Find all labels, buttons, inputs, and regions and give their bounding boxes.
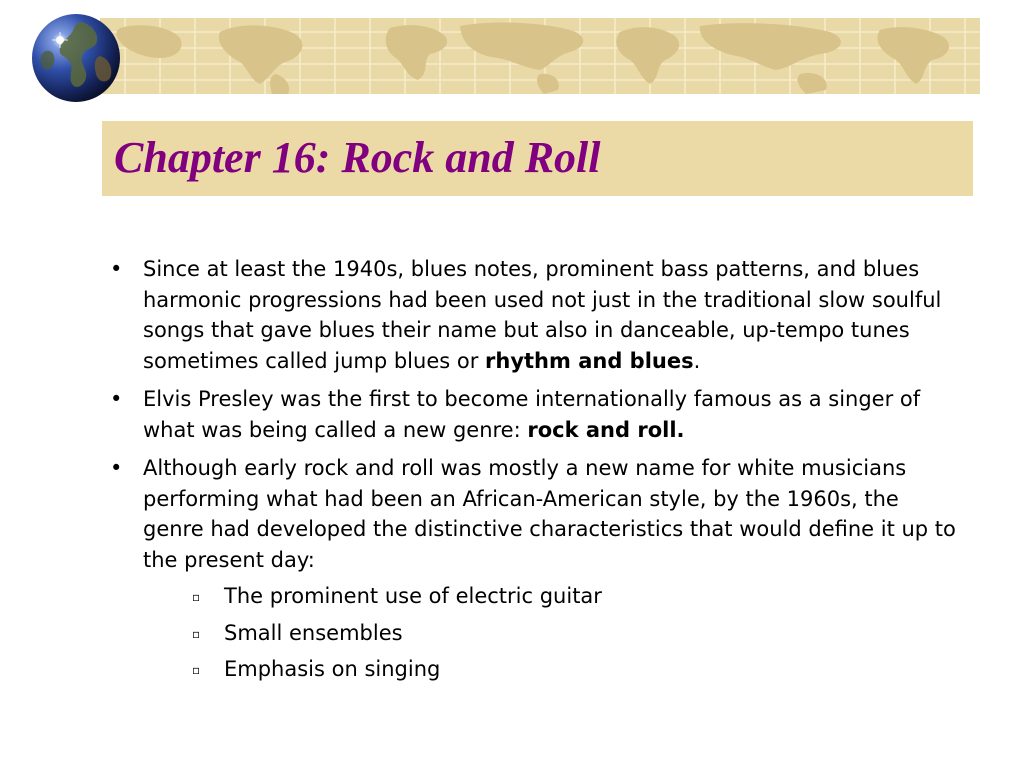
sub-bullet-text: Emphasis on singing [224,657,441,681]
bullet-item [106,384,956,445]
slide-body [106,254,956,693]
bold-term: rock and roll. [527,417,685,442]
globe-icon [30,12,122,104]
world-map-banner [100,18,980,94]
bold-term: rhythm and blues [485,348,694,373]
bullet-item [106,254,956,376]
bullet-text: Although early rock and roll was mostly a new name for white musicians performing what had been an African-American style, by the 1960s, the genre had developed the distinctive characteristics that would define it up to the present day: [143,456,956,572]
sub-bullet-item [143,618,956,649]
bullet-item [106,453,956,685]
title-box [102,121,973,196]
square-bullet-icon: ▫ [192,590,201,604]
sub-bullet-item [143,654,956,685]
sub-bullet-item [143,581,956,612]
sub-bullet-list [143,581,956,685]
square-bullet-icon: ▫ [192,626,201,641]
square-bullet-icon: ▫ [192,663,201,677]
bullet-mark: • [110,387,123,411]
world-map-graphic [100,18,980,94]
sub-bullet-text: The prominent use of electric guitar [224,584,602,608]
bullet-mark: • [110,456,123,480]
bullet-mark: • [110,257,123,281]
bullet-text: Elvis Presley was the first to become internationally famous as a singer of what was being called a new genre: rock and roll. [143,387,921,442]
bullet-text: Since at least the 1940s, blues notes, prominent bass patterns, and blues harmonic progressions had been used not just in the traditional slow soulful songs that gave blues their name but also in danceable, up-tempo tunes sometimes called jump blues or rhythm and blues. [143,257,942,373]
slide-title: Chapter 16: Rock and Roll [114,133,601,182]
sub-bullet-text: Small ensembles [224,620,403,645]
